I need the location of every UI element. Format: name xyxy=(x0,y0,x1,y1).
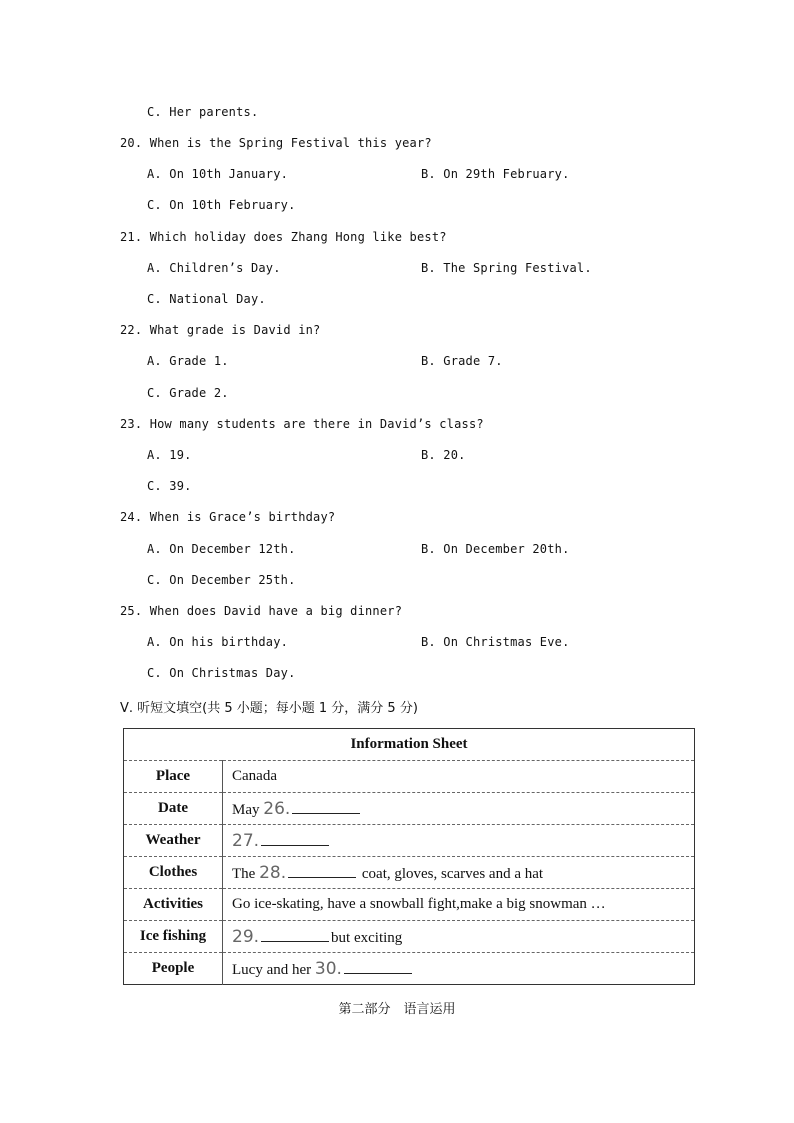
option-c-23: C. 39. xyxy=(147,479,192,493)
table-row xyxy=(124,761,695,793)
answer-blank[interactable] xyxy=(292,799,360,814)
row-label: Date xyxy=(124,793,223,825)
option-c-21: C. National Day. xyxy=(147,292,266,306)
row-label: Place xyxy=(124,761,223,793)
blank-number: 27. xyxy=(232,830,260,851)
option-c-19: C. Her parents. xyxy=(147,105,259,119)
question-23: 23. How many students are there in David’s class? xyxy=(120,417,484,431)
row-value xyxy=(223,953,695,985)
blank-number: 29. xyxy=(232,926,260,947)
option-a-20: A. On 10th January. xyxy=(147,167,289,181)
table-header-row xyxy=(124,729,695,761)
value-text: May xyxy=(232,801,264,818)
sheet-title: Information Sheet xyxy=(124,729,695,761)
row-value xyxy=(223,825,695,857)
row-label: Weather xyxy=(124,825,223,857)
option-c-22: C. Grade 2. xyxy=(147,386,229,400)
question-24: 24. When is Grace’s birthday? xyxy=(120,510,336,524)
row-value xyxy=(223,793,695,825)
option-b-22: B. Grade 7. xyxy=(421,354,503,368)
option-b-23: B. 20. xyxy=(421,448,466,462)
value-text-after: but exciting xyxy=(331,929,403,946)
row-value xyxy=(223,857,695,889)
option-c-25: C. On Christmas Day. xyxy=(147,666,296,680)
value-text: Lucy and her xyxy=(232,961,315,978)
answer-blank[interactable] xyxy=(261,831,329,846)
blank-number: 26. xyxy=(263,798,291,819)
option-c-24: C. On December 25th. xyxy=(147,573,296,587)
row-value xyxy=(223,889,695,921)
option-c-20: C. On 10th February. xyxy=(147,198,296,212)
option-a-22: A. Grade 1. xyxy=(147,354,229,368)
option-b-25: B. On Christmas Eve. xyxy=(421,635,570,649)
answer-blank[interactable] xyxy=(288,863,356,878)
option-b-24: B. On December 20th. xyxy=(421,542,570,556)
question-20: 20. When is the Spring Festival this year? xyxy=(120,136,432,150)
answer-blank[interactable] xyxy=(261,927,329,942)
option-a-21: A. Children’s Day. xyxy=(147,261,281,275)
table-row xyxy=(124,825,695,857)
row-value xyxy=(223,921,695,953)
row-label: Ice fishing xyxy=(124,921,223,953)
blank-number: 28. xyxy=(259,862,287,883)
value-text: The xyxy=(232,865,260,882)
table-row xyxy=(124,921,695,953)
row-value xyxy=(223,761,695,793)
value-text: Canada xyxy=(232,768,277,784)
table-row xyxy=(124,889,695,921)
table-row xyxy=(124,793,695,825)
row-label: Activities xyxy=(124,889,223,921)
table-row xyxy=(124,953,695,985)
row-label: Clothes xyxy=(124,857,223,889)
value-text-after: coat, gloves, scarves and a hat xyxy=(358,865,544,882)
option-a-24: A. On December 12th. xyxy=(147,542,296,556)
option-b-20: B. On 29th February. xyxy=(421,167,570,181)
table-row xyxy=(124,857,695,889)
information-sheet-table xyxy=(123,728,695,985)
blank-number: 30. xyxy=(314,958,342,979)
section-title: Ⅴ. 听短文填空(共 5 小题；每小题 1 分，满分 5 分) xyxy=(120,701,418,716)
question-21: 21. Which holiday does Zhang Hong like best? xyxy=(120,230,447,244)
option-b-21: B. The Spring Festival. xyxy=(421,261,592,275)
value-text: Go ice-skating, have a snowball fight,make a big snowman … xyxy=(232,896,606,912)
part-two-heading: 第二部分 语言运用 xyxy=(338,1002,456,1017)
answer-blank[interactable] xyxy=(344,959,412,974)
question-22: 22. What grade is David in? xyxy=(120,323,321,337)
question-25: 25. When does David have a big dinner? xyxy=(120,604,403,618)
option-a-23: A. 19. xyxy=(147,448,192,462)
option-a-25: A. On his birthday. xyxy=(147,635,289,649)
row-label: People xyxy=(124,953,223,985)
